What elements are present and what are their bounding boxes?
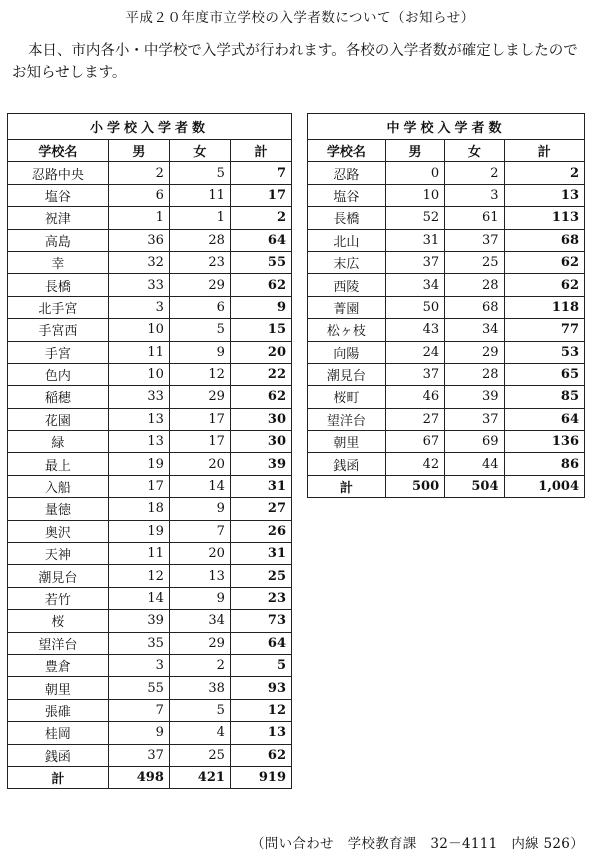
school-name: 奥沢: [8, 520, 109, 542]
table-row: [308, 319, 585, 341]
female-count: 37: [445, 408, 504, 430]
school-name: 桜町: [308, 386, 386, 408]
male-count: 498: [108, 766, 169, 788]
table-row: [308, 274, 585, 296]
school-name: 北山: [308, 229, 386, 251]
table-row: [8, 251, 292, 273]
school-name: 銭函: [8, 744, 109, 766]
total-row: [8, 766, 292, 788]
school-name: 色内: [8, 363, 109, 385]
male-count: 37: [385, 251, 444, 273]
female-count: 13: [169, 565, 230, 587]
total-count: 65: [504, 363, 585, 385]
table-row: [308, 341, 585, 363]
male-count: 14: [108, 587, 169, 609]
school-name: 最上: [8, 453, 109, 475]
total-count: 22: [230, 363, 291, 385]
table-row: [8, 677, 292, 699]
table-row: [308, 431, 585, 453]
table-row: [8, 722, 292, 744]
male-count: 3: [108, 654, 169, 676]
school-name: 量徳: [8, 498, 109, 520]
female-count: 23: [169, 251, 230, 273]
total-count: 86: [504, 453, 585, 475]
total-count: 55: [230, 251, 291, 273]
male-count: 42: [385, 453, 444, 475]
school-name: 潮見台: [308, 363, 386, 385]
table-row: [8, 453, 292, 475]
female-count: 5: [169, 162, 230, 184]
female-count: 20: [169, 453, 230, 475]
male-count: 1: [108, 207, 169, 229]
male-count: 13: [108, 408, 169, 430]
total-count: 73: [230, 610, 291, 632]
female-count: 17: [169, 408, 230, 430]
header-total: 計: [230, 140, 291, 162]
male-count: 46: [385, 386, 444, 408]
male-count: 3: [108, 296, 169, 318]
table-row: [308, 296, 585, 318]
total-count: 39: [230, 453, 291, 475]
female-count: 17: [169, 431, 230, 453]
female-count: 25: [169, 744, 230, 766]
total-count: 64: [504, 408, 585, 430]
table-row: [8, 587, 292, 609]
female-count: 9: [169, 498, 230, 520]
total-count: 68: [504, 229, 585, 251]
school-name: 祝津: [8, 207, 109, 229]
school-name: 銭函: [308, 453, 386, 475]
female-count: 14: [169, 475, 230, 497]
female-count: 69: [445, 431, 504, 453]
table-row: [8, 699, 292, 721]
male-count: 17: [108, 475, 169, 497]
total-count: 64: [230, 632, 291, 654]
total-count: 2: [230, 207, 291, 229]
total-count: 12: [230, 699, 291, 721]
school-name: 手宮西: [8, 319, 109, 341]
male-count: 39: [108, 610, 169, 632]
table-row: [8, 744, 292, 766]
table-row: [8, 610, 292, 632]
school-name: 長橋: [308, 207, 386, 229]
school-name: 手宮: [8, 341, 109, 363]
male-count: 10: [385, 184, 444, 206]
table-row: [308, 386, 585, 408]
header-school: 学校名: [8, 140, 109, 162]
school-name: 緑: [8, 431, 109, 453]
female-count: 37: [445, 229, 504, 251]
male-count: 55: [108, 677, 169, 699]
school-name: 菁園: [308, 296, 386, 318]
total-count: 62: [230, 744, 291, 766]
male-count: 27: [385, 408, 444, 430]
female-count: 61: [445, 207, 504, 229]
total-count: 13: [504, 184, 585, 206]
page-title: 平成２０年度市立学校の入学者数について（お知らせ）: [125, 10, 475, 26]
school-name: 望洋台: [8, 632, 109, 654]
header-school: 学校名: [308, 140, 386, 162]
table-row: [308, 453, 585, 475]
female-count: 2: [445, 162, 504, 184]
school-name: 入船: [8, 475, 109, 497]
female-count: 3: [445, 184, 504, 206]
male-count: 2: [108, 162, 169, 184]
male-count: 43: [385, 319, 444, 341]
female-count: 6: [169, 296, 230, 318]
header-female: 女: [445, 140, 504, 162]
male-count: 500: [385, 475, 444, 497]
table-row: [8, 207, 292, 229]
header-row: [308, 140, 585, 162]
female-count: 20: [169, 543, 230, 565]
total-count: 25: [230, 565, 291, 587]
table-row: [308, 363, 585, 385]
male-count: 36: [108, 229, 169, 251]
school-name: 豊倉: [8, 654, 109, 676]
table-row: [8, 431, 292, 453]
total-count: 27: [230, 498, 291, 520]
female-count: 1: [169, 207, 230, 229]
male-count: 32: [108, 251, 169, 273]
header-male: 男: [108, 140, 169, 162]
notice-body: 本日、市内各小・中学校で入学式が行われます。各校の入学者数が確定しましたのでお知らせします。: [12, 43, 578, 81]
female-count: 25: [445, 251, 504, 273]
female-count: 9: [169, 341, 230, 363]
female-count: 39: [445, 386, 504, 408]
table-row: [8, 520, 292, 542]
elementary-table: [7, 113, 292, 789]
school-name: 長橋: [8, 274, 109, 296]
female-count: 29: [445, 341, 504, 363]
female-count: 28: [445, 363, 504, 385]
table-row: [8, 296, 292, 318]
male-count: 52: [385, 207, 444, 229]
table-row: [308, 229, 585, 251]
elementary-caption: 小学校入学者数: [8, 114, 292, 140]
total-count: 9: [230, 296, 291, 318]
total-count: 23: [230, 587, 291, 609]
table-row: [308, 408, 585, 430]
male-count: 9: [108, 722, 169, 744]
total-label: 計: [8, 766, 109, 788]
school-name: 桜: [8, 610, 109, 632]
school-name: 塩谷: [8, 184, 109, 206]
junior-high-table: [307, 113, 585, 498]
table-row: [8, 498, 292, 520]
total-row: [308, 475, 585, 497]
total-count: 77: [504, 319, 585, 341]
total-count: 85: [504, 386, 585, 408]
male-count: 31: [385, 229, 444, 251]
school-name: 稲穂: [8, 386, 109, 408]
total-count: 62: [504, 274, 585, 296]
female-count: 29: [169, 632, 230, 654]
female-count: 29: [169, 386, 230, 408]
school-name: 向陽: [308, 341, 386, 363]
male-count: 10: [108, 319, 169, 341]
male-count: 24: [385, 341, 444, 363]
male-count: 18: [108, 498, 169, 520]
total-count: 26: [230, 520, 291, 542]
male-count: 0: [385, 162, 444, 184]
total-count: 62: [230, 386, 291, 408]
total-count: 113: [504, 207, 585, 229]
table-row: [8, 274, 292, 296]
total-count: 30: [230, 408, 291, 430]
female-count: 504: [445, 475, 504, 497]
male-count: 10: [108, 363, 169, 385]
school-name: 朝里: [308, 431, 386, 453]
school-name: 忍路中央: [8, 162, 109, 184]
table-row: [8, 565, 292, 587]
male-count: 50: [385, 296, 444, 318]
junior-high-caption: 中学校入学者数: [308, 114, 585, 140]
male-count: 11: [108, 543, 169, 565]
total-count: 31: [230, 475, 291, 497]
total-count: 20: [230, 341, 291, 363]
total-label: 計: [308, 475, 386, 497]
total-count: 64: [230, 229, 291, 251]
total-count: 62: [230, 274, 291, 296]
female-count: 12: [169, 363, 230, 385]
table-row: [8, 184, 292, 206]
male-count: 6: [108, 184, 169, 206]
school-name: 高島: [8, 229, 109, 251]
total-count: 13: [230, 722, 291, 744]
total-count: 1,004: [504, 475, 585, 497]
header-row: [8, 140, 292, 162]
male-count: 37: [385, 363, 444, 385]
female-count: 5: [169, 319, 230, 341]
female-count: 44: [445, 453, 504, 475]
total-count: 53: [504, 341, 585, 363]
header-female: 女: [169, 140, 230, 162]
female-count: 7: [169, 520, 230, 542]
table-row: [8, 386, 292, 408]
school-name: 花園: [8, 408, 109, 430]
total-count: 93: [230, 677, 291, 699]
female-count: 11: [169, 184, 230, 206]
total-count: 17: [230, 184, 291, 206]
school-name: 末広: [308, 251, 386, 273]
female-count: 34: [169, 610, 230, 632]
female-count: 28: [169, 229, 230, 251]
table-row: [308, 184, 585, 206]
female-count: 38: [169, 677, 230, 699]
female-count: 4: [169, 722, 230, 744]
school-name: 幸: [8, 251, 109, 273]
school-name: 北手宮: [8, 296, 109, 318]
total-count: 919: [230, 766, 291, 788]
female-count: 28: [445, 274, 504, 296]
total-count: 118: [504, 296, 585, 318]
table-row: [8, 632, 292, 654]
table-row: [8, 654, 292, 676]
school-name: 西陵: [308, 274, 386, 296]
male-count: 33: [108, 386, 169, 408]
female-count: 2: [169, 654, 230, 676]
header-male: 男: [385, 140, 444, 162]
male-count: 13: [108, 431, 169, 453]
male-count: 19: [108, 453, 169, 475]
female-count: 421: [169, 766, 230, 788]
male-count: 7: [108, 699, 169, 721]
total-count: 15: [230, 319, 291, 341]
total-count: 31: [230, 543, 291, 565]
female-count: 5: [169, 699, 230, 721]
male-count: 67: [385, 431, 444, 453]
school-name: 塩谷: [308, 184, 386, 206]
table-row: [308, 251, 585, 273]
school-name: 松ヶ枝: [308, 319, 386, 341]
male-count: 11: [108, 341, 169, 363]
school-name: 若竹: [8, 587, 109, 609]
table-row: [8, 341, 292, 363]
total-count: 7: [230, 162, 291, 184]
total-count: 30: [230, 431, 291, 453]
school-name: 潮見台: [8, 565, 109, 587]
total-count: 136: [504, 431, 585, 453]
total-count: 5: [230, 654, 291, 676]
school-name: 望洋台: [308, 408, 386, 430]
table-row: [8, 229, 292, 251]
male-count: 33: [108, 274, 169, 296]
female-count: 68: [445, 296, 504, 318]
table-row: [8, 319, 292, 341]
table-row: [308, 162, 585, 184]
table-row: [8, 408, 292, 430]
total-count: 62: [504, 251, 585, 273]
male-count: 34: [385, 274, 444, 296]
table-row: [308, 207, 585, 229]
male-count: 37: [108, 744, 169, 766]
female-count: 9: [169, 587, 230, 609]
female-count: 29: [169, 274, 230, 296]
school-name: 桂岡: [8, 722, 109, 744]
school-name: 朝里: [8, 677, 109, 699]
total-count: 2: [504, 162, 585, 184]
male-count: 12: [108, 565, 169, 587]
header-total: 計: [504, 140, 585, 162]
table-row: [8, 162, 292, 184]
table-row: [8, 475, 292, 497]
male-count: 19: [108, 520, 169, 542]
male-count: 35: [108, 632, 169, 654]
female-count: 34: [445, 319, 504, 341]
contact-footer: （問い合わせ 学校教育課 32－4111 内線 526）: [251, 836, 584, 852]
table-row: [8, 363, 292, 385]
school-name: 忍路: [308, 162, 386, 184]
school-name: 天神: [8, 543, 109, 565]
table-row: [8, 543, 292, 565]
school-name: 張碓: [8, 699, 109, 721]
